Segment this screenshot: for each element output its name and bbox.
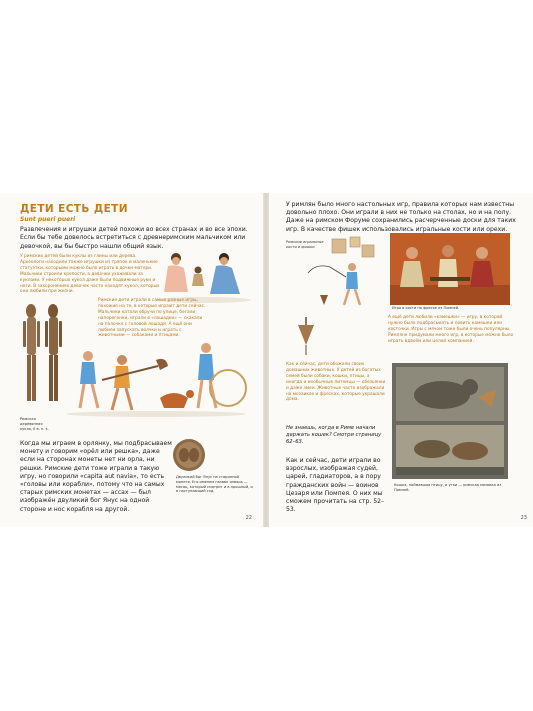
cat-mosaic-image	[392, 363, 508, 479]
janus-coin-image	[172, 438, 206, 472]
page-number-left: 22	[245, 515, 252, 521]
doll-caption: Римская деревянная кукла, II в. н. э.	[20, 417, 49, 431]
dolls-paragraph: У римских детей были куклы из глины или дерева. Археологи находили также игрушки из тряпок и маленькие статуэтки, которыми можно было играть в дочки-матери. Мальчики строили крепости, а девочки ухаживали за куклами. У некоторых кукол даже были подвижные руки и ноги. В захоронениях девочек часто находят кукол, которых они любили при жизни.	[20, 254, 160, 295]
board-games-paragraph: У римлян было много настольных игр, правила которых нам известны довольно плохо. Они играли в них не только на столах, но и на полу. Даже на римском Форуме сохранились расчерченные доски для таких игр. В качестве фишек использовались игральные кости или орехи.	[286, 201, 516, 233]
fresco-caption: Игра в кости на фреске из Помпей.	[392, 306, 460, 310]
mosaic-caption: Кошка, поймавшая птицу, и утки — римская мозаика из Помпей.	[394, 483, 502, 492]
role-play-paragraph: Как и сейчас, дети играли во взрослых, изображая судей, царей, гладиаторов, а в пору гражданских войн — воинов Цезаря или Помпея. О них мы сможем прочитать на стр. 52–53.	[286, 457, 385, 514]
right-page	[268, 193, 533, 527]
page-number-right: 23	[520, 515, 527, 521]
spinning-top-image	[294, 315, 318, 361]
games-paragraph: Римские дети играли в самые разные игры, похожие на те, в которые играют дети сейчас. Мальчики катали обручи по улице, бегали наперегонки, играли в «лошадки» — скакали на палочке с головой лошади. А ещё они любили запускать волчки и играть с животными — собаками и птицами.	[98, 298, 206, 339]
knucklebones-paragraph: А ещё дети любили «камешки» — игру, в которой нужно было подбрасывать и ловить камешки или косточки. Игры с мячом тоже были очень популярны. Римляне придумали много игр, в которые можно было играть вдвоём или целой компанией.	[388, 315, 514, 344]
book-gutter	[263, 193, 269, 527]
wooden-dolls-image	[18, 301, 66, 415]
coin-caption: Двуликий бог Янус на старинной монете. Его именем назван январь — месяц, который смотрит и в прошлый, и в наступающий год.	[176, 475, 253, 494]
dice-image	[328, 233, 378, 259]
left-page	[0, 193, 264, 527]
pompeii-fresco-image	[390, 233, 510, 305]
playing-girls-illustration	[148, 246, 258, 304]
cats-question: Не знаешь, когда в Риме начали держать кошек? Смотри страницу 62–63.	[286, 425, 382, 445]
children-games-illustration	[62, 336, 250, 418]
coin-game-paragraph: Когда мы играем в орлянку, мы подбрасываем монету и говорим «орёл или решка», даже если на сторонах монеты нет ни орла, ни решки. Римские дети тоже играли в такую игру, но говорили «capita aut navia», то есть «головы или корабли», потому что на самых старых римских монетах — ассах — был изображён двуликий бог Янус на одной стороне и нос корабля на другой.	[20, 440, 172, 513]
intro-paragraph: Развлечения и игрушки детей похожи во всех странах и во все эпохи. Если бы тебе довелось встретиться с древнеримским мальчиком или девочкой, вы бы быстро нашли общий язык.	[20, 226, 248, 250]
boy-whip-top-illustration	[294, 259, 376, 307]
pets-paragraph: Как и сейчас, дети обожали своих домашних животных. У детей из богатых семей были собаки, кошки, птицы, а иногда и необычные питомцы — обезьянки и даже змеи. Животных часто изображали на мозаиках и фресках, которые украшали дома.	[286, 362, 386, 403]
dice-caption: Римские игральные кости и фишки	[286, 240, 324, 249]
page-title: ДЕТИ ЕСТЬ ДЕТИ	[20, 203, 128, 215]
page-subtitle: Sunt pueri pueri	[20, 216, 76, 223]
